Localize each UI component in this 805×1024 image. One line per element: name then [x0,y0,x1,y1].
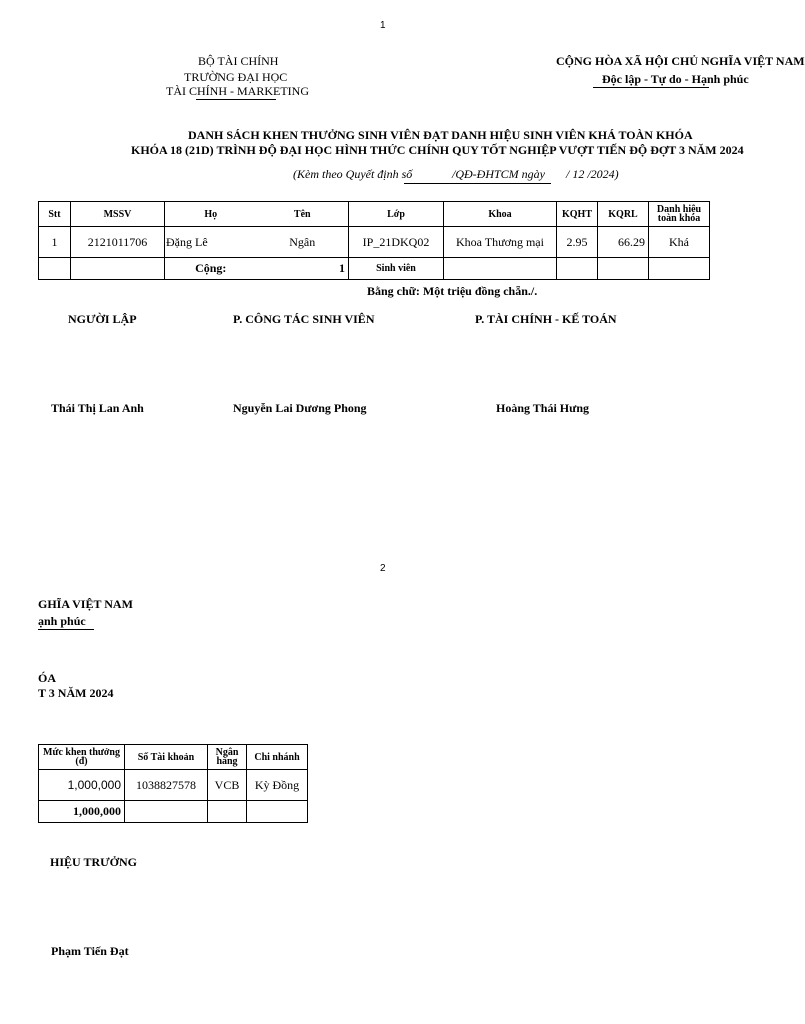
total-empty-6 [649,258,710,280]
cell-mssv: 2121011706 [71,227,165,258]
signer-name-hieu-truong: Phạm Tiến Đạt [51,944,129,958]
country-header: CỘNG HÒA XÃ HỘI CHỦ NGHĨA VIỆT NAM [556,54,805,68]
total-count: 1 [257,258,349,280]
national-motto: Độc lập - Tự do - Hạnh phúc [602,72,749,86]
header-khoa: Khoa [444,202,557,227]
table-total-row [39,258,710,280]
cell-danh-hieu: Khá [649,227,710,258]
cell-kqrl: 66.29 [598,227,649,258]
header-stt: Stt [39,202,71,227]
total-empty-3 [444,258,557,280]
total-empty-3 [247,801,308,823]
signer-name-tckt: Hoàng Thái Hưng [496,401,590,415]
total-empty-2 [208,801,247,823]
cell-stt: 1 [39,227,71,258]
total-empty-1 [39,258,71,280]
decision-date: / 12 /2024) [566,167,619,181]
header-muc-khen: Mức khen thưởng (đ) [39,745,125,770]
reward-total: 1,000,000 [39,801,125,823]
cell-muc-khen: 1,000,000 [39,770,125,801]
header-kqht: KQHT [557,202,598,227]
total-empty-1 [125,801,208,823]
header-so-tai-khoan: Số Tài khoản [125,745,208,770]
document-title-continued-1: ÓA [38,671,56,685]
header-chi-nhanh: Chi nhánh [247,745,308,770]
signer-name-nguoi-lap: Thái Thị Lan Anh [51,401,144,415]
school-name-line1: TRƯỜNG ĐẠI HỌC [184,70,288,84]
header-lop: Lớp [349,202,444,227]
motto-underline [593,87,709,88]
amount-in-words: Bằng chữ: Một triệu đồng chẵn./. [367,284,538,298]
cell-khoa: Khoa Thương mại [444,227,557,258]
signer-title-tckt: P. TÀI CHÍNH - KẾ TOÁN [475,312,617,326]
signer-title-hieu-truong: HIỆU TRƯỞNG [50,855,138,869]
total-empty-2 [71,258,165,280]
signer-title-ctsv: P. CÔNG TÁC SINH VIÊN [233,312,375,326]
student-table [38,201,710,280]
total-label: Cộng: [165,258,257,280]
cell-so-tai-khoan: 1038827578 [125,770,208,801]
document-title-continued-2: T 3 NĂM 2024 [38,686,114,700]
country-header-continued: GHĨA VIỆT NAM [38,597,133,611]
header-kqrl: KQRL [598,202,649,227]
header-ngan-hang: Ngân hàng [208,745,247,770]
cell-ten: Ngân [257,227,349,258]
page-number: 2 [380,563,386,574]
header-danh-hieu: Danh hiệu toàn khóa [649,202,710,227]
cell-ngan-hang: VCB [208,770,247,801]
document-title-line1: DANH SÁCH KHEN THƯỞNG SINH VIÊN ĐẠT DANH HIỆU SINH VIÊN KHÁ TOÀN KHÓA [188,128,693,142]
school-underline [196,99,276,100]
school-name-line2: TÀI CHÍNH - MARKETING [166,84,309,98]
decision-code: /QĐ-ĐHTCM ngày [452,167,545,181]
table-row [39,770,308,801]
decision-underline [404,183,551,184]
total-unit: Sinh viên [349,258,444,280]
reward-table [38,744,308,823]
cell-kqht: 2.95 [557,227,598,258]
national-motto-continued: ạnh phúc [38,614,86,628]
header-ho: Họ [165,202,257,227]
signer-title-nguoi-lap: NGƯỜI LẬP [68,312,137,326]
ministry-name: BỘ TÀI CHÍNH [198,54,279,68]
total-empty-5 [598,258,649,280]
table-header-row [39,202,710,227]
cell-ho: Đặng Lê [165,227,257,258]
motto-underline-continued [38,629,94,630]
table-total-row [39,801,308,823]
header-ten: Tên [257,202,349,227]
total-empty-4 [557,258,598,280]
document-title-line2: KHÓA 18 (21D) TRÌNH ĐỘ ĐẠI HỌC HÌNH THỨC CHÍNH QUY TỐT NGHIỆP VƯỢT TIẾN ĐỘ ĐỢT 3 NĂM 2024 [131,143,744,157]
page-number: 1 [380,20,386,31]
table-header-row [39,745,308,770]
cell-chi-nhanh: Kỳ Đồng [247,770,308,801]
decision-prefix: (Kèm theo Quyết định số [293,167,413,181]
table-row [39,227,710,258]
header-mssv: MSSV [71,202,165,227]
signer-name-ctsv: Nguyễn Lai Dương Phong [233,401,367,415]
cell-lop: IP_21DKQ02 [349,227,444,258]
